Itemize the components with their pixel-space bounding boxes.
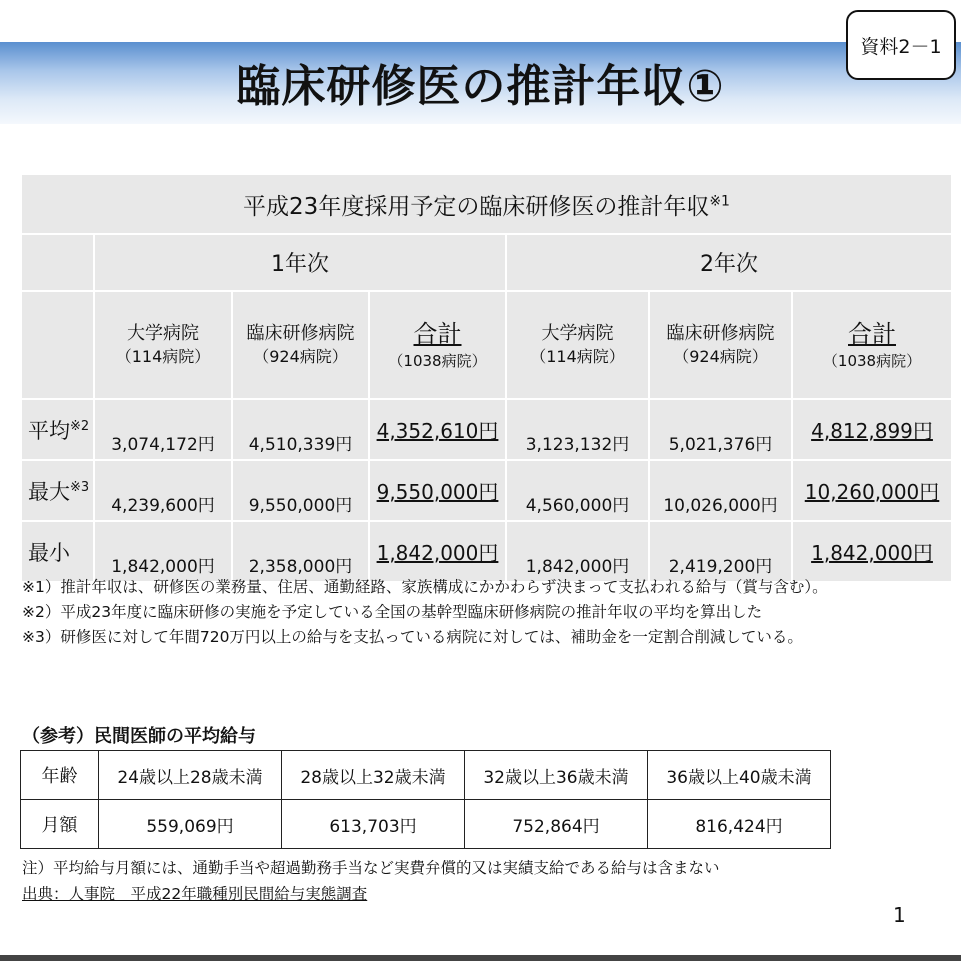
category-header: [649, 291, 792, 399]
row-header: [21, 521, 94, 582]
table-caption-text: 平成23年度採用予定の臨床研修医の推計年収: [243, 193, 710, 220]
table-caption-row: [21, 174, 952, 234]
category-count: （1038病院）: [822, 352, 922, 371]
table-row: [21, 460, 952, 521]
category-header-row: [21, 291, 952, 399]
table-cell: 559,069円: [99, 800, 282, 849]
document-label: 資料2－1: [860, 35, 942, 58]
page-title: 臨床研修医の推計年収①: [236, 61, 725, 112]
age-header-label: 年齢: [21, 751, 99, 800]
year-header-2: 2年次: [506, 234, 952, 291]
category-count: （1038病院）: [388, 352, 487, 371]
monthly-label: 月額: [21, 800, 99, 849]
note-line: ※2）平成23年度に臨床研修の実施を予定している全国の基幹型臨床研修病院の推計年収の平均を算出した: [22, 603, 763, 621]
table-cell: 5,021,376円: [649, 399, 792, 460]
category-header: [232, 291, 369, 399]
category-label: 合計: [848, 319, 896, 348]
category-header: [506, 291, 649, 399]
row-label: 最大: [28, 479, 70, 504]
row-label: 平均: [28, 418, 70, 443]
table-cell: 752,864円: [465, 800, 648, 849]
bottom-bar: [0, 955, 961, 961]
category-header: [94, 291, 232, 399]
table-cell-total: 10,260,000円: [792, 460, 952, 521]
page-number: 1: [893, 903, 906, 927]
table-caption-note: ※1: [709, 192, 730, 209]
table-cell-total: 9,550,000円: [369, 460, 506, 521]
age-group-header: 32歳以上36歳未満: [465, 751, 648, 800]
table-cell: 4,510,339円: [232, 399, 369, 460]
age-group-header: 24歳以上28歳未満: [99, 751, 282, 800]
footnote: 注）平均給与月額には、通勤手当や超過勤務手当など実費弁償的又は実績支給である給与は含まない: [22, 859, 720, 877]
table-cell: 4,560,000円: [506, 460, 649, 521]
table-row: [21, 521, 952, 582]
category-header-total: [792, 291, 952, 399]
table-cell: 4,239,600円: [94, 460, 232, 521]
empty-corner: [21, 291, 94, 399]
table-caption: [21, 174, 952, 234]
table-cell: 3,123,132円: [506, 399, 649, 460]
year-header-row: [21, 234, 952, 291]
table-cell: 10,026,000円: [649, 460, 792, 521]
category-count: （924病院）: [673, 347, 768, 367]
table-cell-total: 1,842,000円: [369, 521, 506, 582]
table-cell-total: 1,842,000円: [792, 521, 952, 582]
notes: [22, 575, 828, 650]
category-label: 臨床研修病院: [246, 323, 355, 345]
category-header-total: [369, 291, 506, 399]
salary-table: [20, 173, 953, 583]
table-cell: 816,424円: [648, 800, 831, 849]
reference-table: [20, 750, 831, 849]
year-header-1: 1年次: [94, 234, 506, 291]
table-cell: 613,703円: [282, 800, 465, 849]
category-label: 大学病院: [127, 323, 199, 345]
age-group-header: 36歳以上40歳未満: [648, 751, 831, 800]
category-count: （924病院）: [253, 347, 348, 367]
age-group-header: 28歳以上32歳未満: [282, 751, 465, 800]
note-line: ※3）研修医に対して年間720万円以上の給与を支払っている病院に対しては、補助金を一定割合削減している。: [22, 628, 803, 646]
category-label: 大学病院: [541, 323, 614, 345]
table-cell: 9,550,000円: [232, 460, 369, 521]
category-count: （114病院）: [115, 347, 211, 367]
table-row: [21, 399, 952, 460]
table-cell-total: 4,812,899円: [792, 399, 952, 460]
empty-corner: [21, 234, 94, 291]
row-note: ※2: [70, 418, 90, 434]
note-line: ※1）推計年収は、研修医の業務量、住居、通勤経路、家族構成にかかわらず決まって支払われる給与（賞与含む）。: [22, 578, 828, 596]
category-label: 合計: [413, 319, 462, 348]
table-cell: 2,358,000円: [232, 521, 369, 582]
table-cell: 2,419,200円: [649, 521, 792, 582]
row-header: [21, 460, 94, 521]
document-label-badge: [846, 10, 956, 80]
row-label: 最小: [28, 540, 70, 565]
table-cell: 1,842,000円: [94, 521, 232, 582]
source-note: 出典：人事院 平成22年職種別民間給与実態調査: [22, 885, 368, 903]
reference-title: （参考）民間医師の平均給与: [22, 726, 256, 747]
category-label: 臨床研修病院: [666, 323, 775, 345]
table-cell: 3,074,172円: [94, 399, 232, 460]
row-note: ※3: [70, 479, 90, 495]
row-header: [21, 399, 94, 460]
table-row: [21, 751, 831, 800]
table-row: [21, 800, 831, 849]
table-cell-total: 4,352,610円: [369, 399, 506, 460]
table-cell: 1,842,000円: [506, 521, 649, 582]
category-count: （114病院）: [530, 347, 625, 367]
